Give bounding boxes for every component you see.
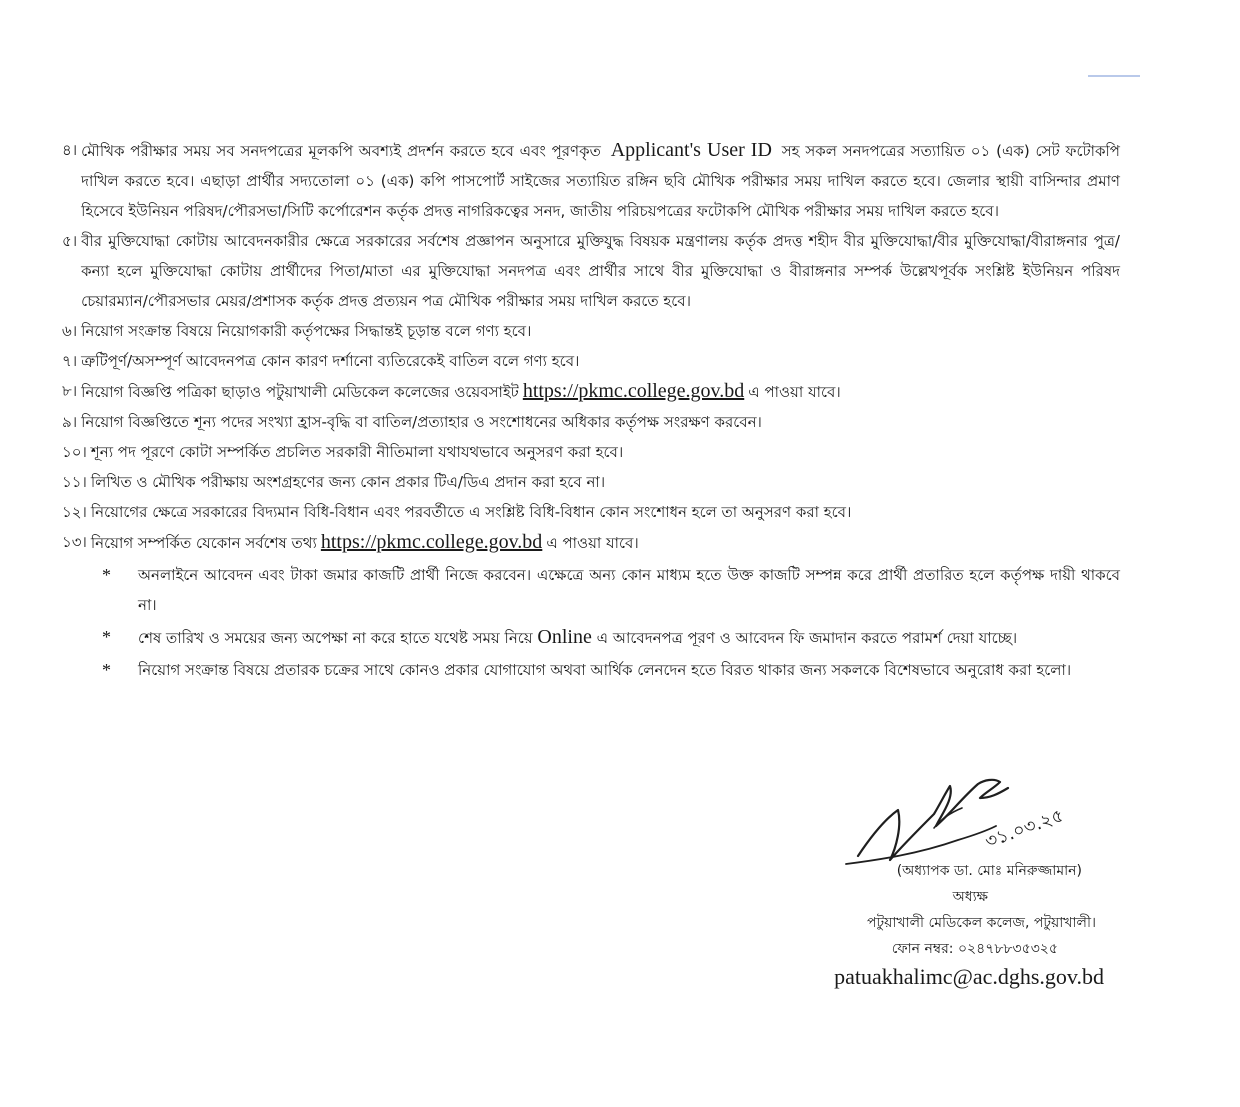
bullet-star: *	[102, 660, 111, 680]
bullet-text	[138, 622, 1120, 653]
applicant-user-id-label: Applicant's User ID	[610, 139, 772, 161]
notice-item-7	[62, 346, 1120, 376]
item-text-part: সহ সকল সনদপত্রের সত্যায়িত ০১ (এক) সেট ফটোকপি দাখিল করতে হবে। এছাড়া প্রার্থীর সদ্যতোলা ০১ (এক) কপি পাসপোর্ট সাইজের সত্যায়িত রঙ্গিন ছবি মৌখিক পরীক্ষার সময় দাখিল করতে হবে। জেলার স্থায়ী বাসিন্দার প্রমাণ হিসেবে ইউনিয়ন পরিষদ/পৌরসভা/সিটি কর্পোরেশন কর্তৃক প্রদত্ত নাগরিকত্বের সনদ, জাতীয় পরিচয়পত্রের ফটোকপি মৌখিক পরীক্ষার সময় দাখিল করতে হবে।	[81, 142, 1120, 220]
item-text-part: মৌখিক পরীক্ষার সময় সব সনদপত্রের মূলকপি অবশ্যই প্রদর্শন করতে হবে এবং পূরণকৃত	[81, 142, 601, 160]
item-text-part: নিয়োগ বিজ্ঞপ্তি পত্রিকা ছাড়াও পটুয়াখালী মেডিকেল কলেজের ওয়েবসাইট	[81, 383, 519, 401]
bullet-text: নিয়োগ সংক্রান্ত বিষয়ে প্রতারক চক্রের সাথে কোনও প্রকার যোগাযোগ অথবা আর্থিক লেনদেন হতে বিরত থাকার জন্য সকলকে বিশেষভাবে অনুরোধ করা হলো।	[138, 661, 1072, 679]
item-text: নিয়োগ সংক্রান্ত বিষয়ে নিয়োগকারী কর্তৃপক্ষের সিদ্ধান্তই চূড়ান্ত বলে গণ্য হবে।	[81, 322, 532, 340]
item-text: শূন্য পদ পূরণে কোটা সম্পর্কিত প্রচলিত সরকারী নীতিমালা যথাযথভাবে অনুসরণ করা হবে।	[90, 443, 624, 461]
bullet-star: *	[102, 565, 111, 585]
item-text: লিখিত ও মৌখিক পরীক্ষায় অংশগ্রহণের জন্য কোন প্রকার টিএ/ডিএ প্রদান করা হবে না।	[90, 473, 606, 491]
item-number: ১২।	[62, 503, 87, 521]
notice-item-5	[62, 226, 1120, 316]
item-number: ৭।	[62, 352, 78, 370]
website-link[interactable]: https://pkmc.college.gov.bd	[320, 531, 543, 553]
notice-bullets	[62, 560, 1120, 685]
bullet-text: অনলাইনে আবেদন এবং টাকা জমার কাজটি প্রার্থী নিজে করবেন। এক্ষেত্রে অন্য কোন মাধ্যম হতে উক্ত কাজটি সম্পন্ন করে প্রার্থী প্রতারিত হলে কর্তৃপক্ষ দায়ী থাকবে না।	[138, 566, 1120, 614]
notice-item-8	[62, 376, 1120, 407]
notice-body	[62, 135, 1120, 687]
signatory-block	[760, 858, 1110, 992]
signatory-email[interactable]: patuakhalimc@ac.dghs.gov.bd	[834, 964, 1104, 989]
item-text	[81, 376, 1120, 407]
scan-artifact-line	[1088, 75, 1140, 77]
notice-item-4	[62, 135, 1120, 226]
handwritten-signature	[838, 768, 1108, 868]
item-number: ১০।	[62, 443, 87, 461]
item-number: ৬।	[62, 322, 78, 340]
signatory-organization: পটুয়াখালী মেডিকেল কলেজ, পটুয়াখালী।	[866, 915, 1096, 931]
item-text-part: এ পাওয়া যাবে।	[546, 534, 639, 552]
online-label: Online	[537, 626, 592, 648]
item-text: নিয়োগ বিজ্ঞপ্তিতে শূন্য পদের সংখ্যা হ্রাস-বৃদ্ধি বা বাতিল/প্রত্যাহার ও সংশোধনের অধিকার কর্তৃপক্ষ সংরক্ষণ করবেন।	[81, 413, 762, 431]
item-text: ত্রুটিপূর্ণ/অসম্পূর্ণ আবেদনপত্র কোন কারণ দর্শানো ব্যতিরেকেই বাতিল বলে গণ্য হবে।	[81, 352, 580, 370]
item-text	[91, 527, 1120, 558]
item-text: নিয়োগের ক্ষেত্রে সরকারের বিদ্যমান বিধি-বিধান এবং পরবর্তীতে এ সংশ্লিষ্ট বিধি-বিধান কোন সংশোধন হলে তা অনুসরণ করা হবে।	[90, 503, 852, 521]
bullet-star: *	[102, 627, 111, 647]
bullet-text-part: শেষ তারিখ ও সময়ের জন্য অপেক্ষা না করে হাতে যথেষ্ট সময় নিয়ে	[138, 629, 533, 647]
item-number: ৯।	[62, 413, 78, 431]
notice-item-9	[62, 407, 1120, 437]
notice-item-12	[62, 497, 1120, 527]
bullet-item	[102, 622, 1120, 653]
website-link[interactable]: https://pkmc.college.gov.bd	[522, 380, 745, 402]
item-text	[81, 135, 1120, 226]
item-text-part: নিয়োগ সম্পর্কিত যেকোন সর্বশেষ তথ্য	[90, 534, 317, 552]
notice-item-6	[62, 316, 1120, 346]
item-number: ৪।	[62, 141, 78, 159]
signatory-phone: ফোন নম্বর: ০২৪৭৮৮৩৫৩২৫	[891, 941, 1058, 957]
bullet-item	[102, 655, 1120, 685]
item-number: ১৩।	[62, 533, 87, 551]
signatory-name: (অধ্যাপক ডা. মোঃ মনিরুজ্জামান)	[896, 863, 1082, 879]
notice-item-13	[62, 527, 1120, 558]
signatory-title: অধ্যক্ষ	[952, 889, 988, 905]
notice-item-10	[62, 437, 1120, 467]
item-number: ১১।	[62, 473, 87, 491]
notice-item-11	[62, 467, 1120, 497]
signature-date: ৩১.০৩.২৫	[982, 805, 1067, 853]
item-number: ৫।	[62, 232, 78, 250]
item-text-part: এ পাওয়া যাবে।	[748, 383, 841, 401]
bullet-item	[102, 560, 1120, 620]
item-text: বীর মুক্তিযোদ্ধা কোটায় আবেদনকারীর ক্ষেত্রে সরকারের সর্বশেষ প্রজ্ঞাপন অনুসারে মুক্তিযুদ্ধ বিষয়ক মন্ত্রণালয় কর্তৃক প্রদত্ত শহীদ বীর মুক্তিযোদ্ধা/বীর মুক্তিযোদ্ধা/বীরাঙ্গনার পুত্র/কন্যা হলে মুক্তিযোদ্ধা কোটায় প্রার্থীদের পিতা/মাতা এর মুক্তিযোদ্ধা সনদপত্র এবং প্রার্থীর সাথে বীর মুক্তিযোদ্ধা ও বীরাঙ্গনার সম্পর্ক উল্লেখপূর্বক সংশ্লিষ্ট ইউনিয়ন পরিষদ চেয়ারম্যান/পৌরসভার মেয়র/প্রশাসক কর্তৃক প্রদত্ত প্রত্যয়ন পত্র মৌখিক পরীক্ষার সময় দাখিল করতে হবে।	[81, 232, 1120, 310]
item-number: ৮।	[62, 382, 78, 400]
bullet-text-part: এ আবেদনপত্র পূরণ ও আবেদন ফি জমাদান করতে পরামর্শ দেয়া যাচ্ছে।	[596, 629, 1018, 647]
